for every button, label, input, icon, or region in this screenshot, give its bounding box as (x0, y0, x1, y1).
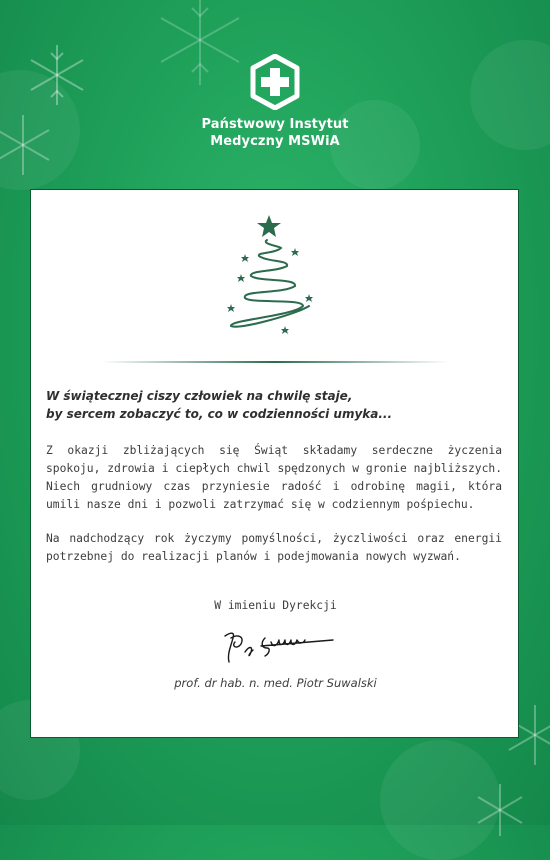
institute-name-line2: Medyczny MSWiA (210, 134, 340, 149)
institute-name-line1: Państwowy Instytut (201, 117, 349, 132)
closing-text: W imieniu Dyrekcji (214, 599, 337, 612)
snowflake-icon (470, 780, 530, 840)
institute-name (0, 116, 550, 150)
greeting-paragraph-2: Na nadchodzący rok życzymy pomyślności, życzliwości oraz energii potrzebnej do realizacji planów i podejmowania nowych wyzwań. (46, 532, 502, 563)
quote-line2: by sercem zobaczyć to, co w codzienności umyka... (46, 407, 393, 421)
signature (221, 628, 341, 668)
greeting-quote (46, 387, 502, 423)
greeting-paragraph-1: Z okazji zbliżających się Świąt składamy serdeczne życzenia spokoju, zdrowia i ciepłych chwil spędzonych w gronie najbliższych. Niech grudniowy czas przyniesie radość i odrobinę magii, która umili nasze dni i pozwoli zatrzymać się w codziennym pośpiechu. (46, 444, 502, 511)
institute-logo (0, 54, 550, 150)
divider (101, 361, 449, 363)
quote-line1: W świątecznej ciszy człowiek na chwilę staje, (46, 389, 353, 403)
medical-cross-hexagon-icon (250, 54, 300, 110)
christmas-tree-icon (219, 210, 329, 340)
greeting-card (30, 189, 519, 738)
signer-name: prof. dr hab. n. med. Piotr Suwalski (174, 676, 377, 690)
